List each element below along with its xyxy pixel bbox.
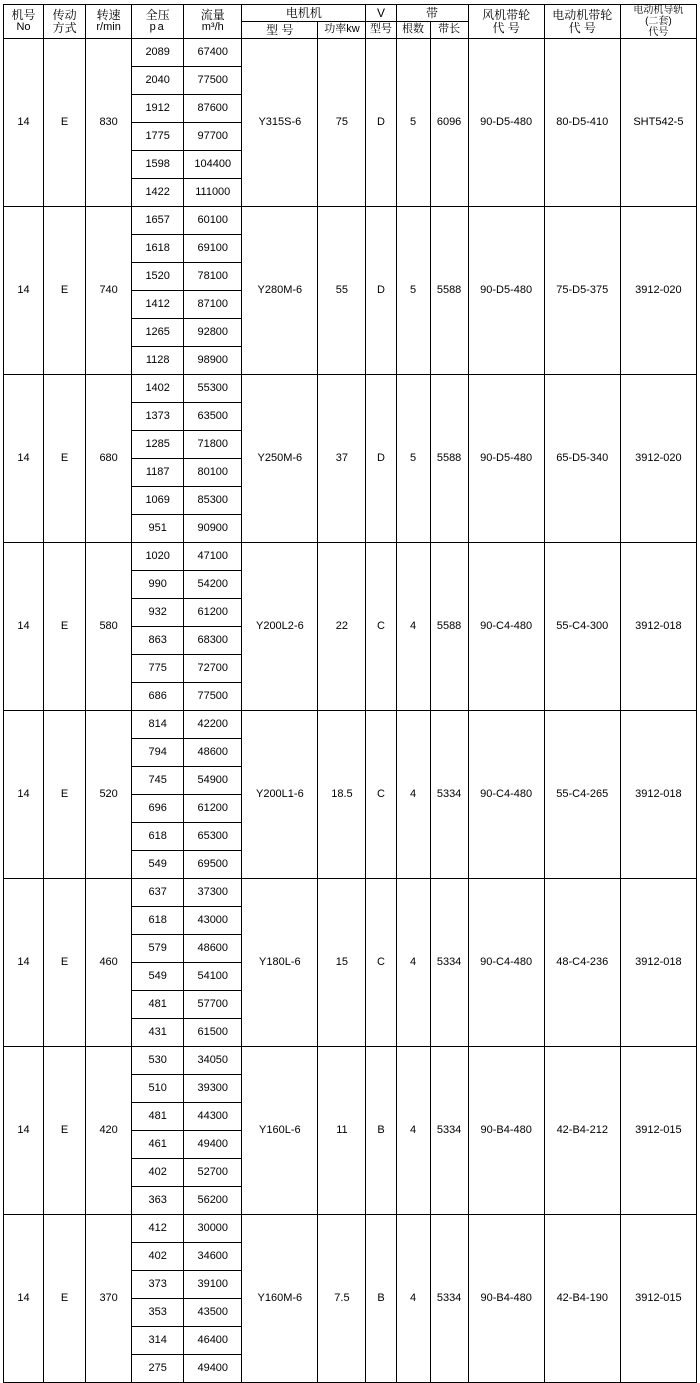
header-cell-belt-count — [396, 22, 430, 39]
cell-pressure: 637 — [132, 879, 184, 907]
cell-machine-no: 14 — [4, 543, 44, 711]
cell-pressure: 353 — [132, 1299, 184, 1327]
table-row — [4, 711, 697, 739]
cell-flow: 34600 — [184, 1243, 242, 1271]
header-pressure-line2: pa — [149, 21, 166, 34]
cell-pressure: 363 — [132, 1187, 184, 1215]
cell-belt-count: 5 — [396, 207, 430, 375]
header-cell-rpm — [86, 5, 132, 39]
header-motor-model-label: 型 号 — [266, 22, 294, 37]
cell-fan-pulley: 90-C4-480 — [468, 543, 544, 711]
cell-flow: 67400 — [184, 39, 242, 67]
cell-drive-type: E — [44, 879, 86, 1047]
cell-belt-length: 5334 — [430, 1215, 468, 1383]
cell-flow: 60100 — [184, 207, 242, 235]
cell-pressure: 402 — [132, 1159, 184, 1187]
cell-machine-no: 14 — [4, 1047, 44, 1215]
cell-flow: 34050 — [184, 1047, 242, 1075]
cell-flow: 71800 — [184, 431, 242, 459]
cell-rpm: 680 — [86, 375, 132, 543]
cell-motor-power: 22 — [318, 543, 366, 711]
cell-rail: 3912-018 — [620, 711, 696, 879]
cell-pressure: 1618 — [132, 235, 184, 263]
cell-pressure: 1020 — [132, 543, 184, 571]
cell-belt-count: 4 — [396, 711, 430, 879]
cell-flow: 69100 — [184, 235, 242, 263]
cell-pressure: 402 — [132, 1243, 184, 1271]
cell-drive-type: E — [44, 207, 86, 375]
header-cell-rail — [620, 5, 696, 39]
header-cell-motor-power — [318, 22, 366, 39]
cell-fan-pulley: 90-D5-480 — [468, 207, 544, 375]
cell-rail: SHT542-5 — [620, 39, 696, 207]
cell-motor-pulley: 75-D5-375 — [544, 207, 620, 375]
cell-drive-type: E — [44, 39, 86, 207]
cell-pressure: 1598 — [132, 151, 184, 179]
header-no-line1: 机号 — [11, 8, 36, 23]
cell-flow: 48600 — [184, 739, 242, 767]
cell-pressure: 775 — [132, 655, 184, 683]
table-row — [4, 1215, 697, 1243]
header-motor-group-label: 电机机 — [285, 5, 322, 20]
cell-pressure: 1285 — [132, 431, 184, 459]
cell-pressure: 814 — [132, 711, 184, 739]
cell-rpm: 370 — [86, 1215, 132, 1383]
cell-pressure: 1069 — [132, 487, 184, 515]
cell-pressure: 745 — [132, 767, 184, 795]
cell-motor-model: Y160L-6 — [242, 1047, 318, 1215]
cell-machine-no: 14 — [4, 375, 44, 543]
header-v-group-label: V — [376, 5, 385, 20]
table-row — [4, 39, 697, 67]
cell-motor-power: 37 — [318, 375, 366, 543]
cell-motor-model: Y180L-6 — [242, 879, 318, 1047]
cell-fan-pulley: 90-B4-480 — [468, 1047, 544, 1215]
cell-flow: 61500 — [184, 1019, 242, 1047]
cell-rail: 3912-015 — [620, 1047, 696, 1215]
cell-rail: 3912-018 — [620, 879, 696, 1047]
cell-pressure: 696 — [132, 795, 184, 823]
cell-pressure: 1520 — [132, 263, 184, 291]
cell-flow: 49400 — [184, 1355, 242, 1383]
cell-pressure: 1373 — [132, 403, 184, 431]
header-cell-flow — [184, 5, 242, 39]
cell-pressure: 579 — [132, 935, 184, 963]
cell-pressure: 990 — [132, 571, 184, 599]
header-cell-drive — [44, 5, 86, 39]
cell-pressure: 510 — [132, 1075, 184, 1103]
header-no-line2: No — [16, 21, 31, 34]
cell-flow: 65300 — [184, 823, 242, 851]
cell-v-type: C — [366, 711, 396, 879]
cell-flow: 77500 — [184, 683, 242, 711]
header-rpm-line1: 转速 — [96, 8, 121, 23]
cell-pressure: 373 — [132, 1271, 184, 1299]
cell-v-type: C — [366, 543, 396, 711]
header-cell-v-type — [366, 22, 396, 39]
cell-flow: 54100 — [184, 963, 242, 991]
cell-flow: 85300 — [184, 487, 242, 515]
cell-pressure: 951 — [132, 515, 184, 543]
cell-pressure: 530 — [132, 1047, 184, 1075]
header-motor-pulley-line2: 代 号 — [568, 20, 596, 35]
cell-motor-model: Y280M-6 — [242, 207, 318, 375]
cell-rpm: 740 — [86, 207, 132, 375]
cell-motor-power: 18.5 — [318, 711, 366, 879]
cell-drive-type: E — [44, 375, 86, 543]
cell-flow: 68300 — [184, 627, 242, 655]
cell-flow: 44300 — [184, 1103, 242, 1131]
cell-drive-type: E — [44, 543, 86, 711]
cell-flow: 90900 — [184, 515, 242, 543]
cell-pressure: 618 — [132, 823, 184, 851]
cell-drive-type: E — [44, 1215, 86, 1383]
header-cell-no — [4, 5, 44, 39]
header-row-top — [4, 5, 697, 22]
cell-flow: 63500 — [184, 403, 242, 431]
cell-pressure: 314 — [132, 1327, 184, 1355]
cell-rail: 3912-018 — [620, 543, 696, 711]
cell-pressure: 618 — [132, 907, 184, 935]
cell-belt-count: 5 — [396, 375, 430, 543]
cell-pressure: 686 — [132, 683, 184, 711]
cell-flow: 43000 — [184, 907, 242, 935]
cell-pressure: 549 — [132, 851, 184, 879]
table-row — [4, 1047, 697, 1075]
cell-pressure: 481 — [132, 1103, 184, 1131]
cell-motor-power: 75 — [318, 39, 366, 207]
cell-flow: 49400 — [184, 1131, 242, 1159]
cell-motor-pulley: 42-B4-190 — [544, 1215, 620, 1383]
cell-fan-pulley: 90-D5-480 — [468, 375, 544, 543]
cell-machine-no: 14 — [4, 39, 44, 207]
cell-pressure: 431 — [132, 1019, 184, 1047]
cell-motor-pulley: 55-C4-300 — [544, 543, 620, 711]
cell-motor-model: Y315S-6 — [242, 39, 318, 207]
cell-pressure: 1402 — [132, 375, 184, 403]
cell-flow: 87600 — [184, 95, 242, 123]
cell-fan-pulley: 90-B4-480 — [468, 1215, 544, 1383]
header-belt-group-label: 带 — [426, 5, 439, 20]
cell-pressure: 1657 — [132, 207, 184, 235]
cell-flow: 87100 — [184, 291, 242, 319]
cell-pressure: 412 — [132, 1215, 184, 1243]
cell-belt-length: 5588 — [430, 543, 468, 711]
cell-motor-model: Y250M-6 — [242, 375, 318, 543]
header-pressure-line1: 全压 — [145, 8, 170, 23]
cell-flow: 111000 — [184, 179, 242, 207]
table-row — [4, 879, 697, 907]
cell-pressure: 461 — [132, 1131, 184, 1159]
table-row — [4, 375, 697, 403]
cell-motor-model: Y200L1-6 — [242, 711, 318, 879]
cell-flow: 47100 — [184, 543, 242, 571]
header-rail-line2: (二套) — [645, 16, 672, 27]
cell-belt-length: 6096 — [430, 39, 468, 207]
cell-v-type: D — [366, 39, 396, 207]
cell-pressure: 1912 — [132, 95, 184, 123]
cell-flow: 54900 — [184, 767, 242, 795]
cell-pressure: 794 — [132, 739, 184, 767]
header-cell-motor-pulley — [544, 5, 620, 39]
table-header — [4, 5, 697, 39]
cell-rail: 3912-015 — [620, 1215, 696, 1383]
cell-flow: 104400 — [184, 151, 242, 179]
cell-rail: 3912-020 — [620, 207, 696, 375]
cell-flow: 78100 — [184, 263, 242, 291]
cell-rpm: 830 — [86, 39, 132, 207]
cell-pressure: 1422 — [132, 179, 184, 207]
cell-flow: 48600 — [184, 935, 242, 963]
cell-flow: 72700 — [184, 655, 242, 683]
cell-pressure: 481 — [132, 991, 184, 1019]
cell-flow: 39300 — [184, 1075, 242, 1103]
cell-v-type: D — [366, 375, 396, 543]
header-drive-line1: 传动 — [52, 7, 77, 22]
cell-v-type: C — [366, 879, 396, 1047]
cell-pressure: 932 — [132, 599, 184, 627]
cell-motor-pulley: 65-D5-340 — [544, 375, 620, 543]
cell-belt-count: 4 — [396, 879, 430, 1047]
cell-pressure: 1128 — [132, 347, 184, 375]
header-cell-pressure — [132, 5, 184, 39]
table-row — [4, 543, 697, 571]
cell-motor-pulley: 48-C4-236 — [544, 879, 620, 1047]
cell-flow: 42200 — [184, 711, 242, 739]
header-v-type-label: 型号 — [369, 23, 392, 36]
header-cell-motor-model — [242, 22, 318, 39]
header-rpm-line2: r/min — [96, 21, 121, 34]
header-fan-pulley-line2: 代 号 — [492, 20, 520, 35]
header-cell-motor-group — [242, 5, 366, 22]
cell-belt-length: 5334 — [430, 1047, 468, 1215]
cell-pressure: 1187 — [132, 459, 184, 487]
table-body — [4, 39, 697, 1383]
cell-flow: 56200 — [184, 1187, 242, 1215]
cell-pressure: 2040 — [132, 67, 184, 95]
cell-belt-length: 5588 — [430, 375, 468, 543]
cell-flow: 69500 — [184, 851, 242, 879]
cell-flow: 77500 — [184, 67, 242, 95]
cell-machine-no: 14 — [4, 711, 44, 879]
fan-specification-table — [3, 4, 697, 1383]
cell-motor-power: 55 — [318, 207, 366, 375]
cell-belt-length: 5588 — [430, 207, 468, 375]
cell-fan-pulley: 90-C4-480 — [468, 879, 544, 1047]
cell-flow: 57700 — [184, 991, 242, 1019]
cell-rail: 3912-020 — [620, 375, 696, 543]
cell-rpm: 580 — [86, 543, 132, 711]
cell-flow: 54200 — [184, 571, 242, 599]
cell-motor-pulley: 42-B4-212 — [544, 1047, 620, 1215]
cell-motor-model: Y160M-6 — [242, 1215, 318, 1383]
cell-belt-length: 5334 — [430, 879, 468, 1047]
cell-flow: 61200 — [184, 795, 242, 823]
cell-pressure: 1775 — [132, 123, 184, 151]
cell-pressure: 275 — [132, 1355, 184, 1383]
cell-belt-count: 5 — [396, 39, 430, 207]
cell-pressure: 2089 — [132, 39, 184, 67]
header-cell-fan-pulley — [468, 5, 544, 39]
header-belt-count-label: 根数 — [402, 23, 425, 36]
cell-flow: 30000 — [184, 1215, 242, 1243]
cell-drive-type: E — [44, 1047, 86, 1215]
cell-flow: 43500 — [184, 1299, 242, 1327]
cell-belt-length: 5334 — [430, 711, 468, 879]
cell-machine-no: 14 — [4, 1215, 44, 1383]
cell-flow: 92800 — [184, 319, 242, 347]
cell-flow: 39100 — [184, 1271, 242, 1299]
header-flow-line1: 流量 — [200, 8, 225, 23]
cell-v-type: B — [366, 1215, 396, 1383]
cell-pressure: 863 — [132, 627, 184, 655]
cell-pressure: 1265 — [132, 319, 184, 347]
header-motor-pulley-line1: 电动机带轮 — [552, 7, 613, 22]
cell-v-type: B — [366, 1047, 396, 1215]
cell-machine-no: 14 — [4, 207, 44, 375]
cell-belt-count: 4 — [396, 1047, 430, 1215]
cell-flow: 80100 — [184, 459, 242, 487]
cell-pressure: 1412 — [132, 291, 184, 319]
cell-flow: 97700 — [184, 123, 242, 151]
header-drive-line2: 方式 — [52, 20, 77, 35]
cell-rpm: 420 — [86, 1047, 132, 1215]
header-rail-line3: 代号 — [648, 27, 669, 38]
header-fan-pulley-line1: 风机带轮 — [482, 7, 531, 22]
cell-motor-power: 11 — [318, 1047, 366, 1215]
cell-flow: 55300 — [184, 375, 242, 403]
cell-motor-pulley: 55-C4-265 — [544, 711, 620, 879]
cell-belt-count: 4 — [396, 1215, 430, 1383]
cell-pressure: 549 — [132, 963, 184, 991]
header-rail-line1: 电动机导轨 — [633, 5, 684, 16]
cell-motor-model: Y200L2-6 — [242, 543, 318, 711]
cell-flow: 37300 — [184, 879, 242, 907]
cell-motor-pulley: 80-D5-410 — [544, 39, 620, 207]
header-motor-power-label: 功率kw — [324, 23, 360, 36]
cell-rpm: 460 — [86, 879, 132, 1047]
header-cell-belt-length — [430, 22, 468, 39]
header-cell-v-group — [366, 5, 396, 22]
cell-flow: 98900 — [184, 347, 242, 375]
cell-fan-pulley: 90-C4-480 — [468, 711, 544, 879]
cell-flow: 52700 — [184, 1159, 242, 1187]
cell-v-type: D — [366, 207, 396, 375]
cell-flow: 46400 — [184, 1327, 242, 1355]
cell-rpm: 520 — [86, 711, 132, 879]
table-row — [4, 207, 697, 235]
cell-flow: 61200 — [184, 599, 242, 627]
cell-motor-power: 7.5 — [318, 1215, 366, 1383]
header-flow-line2: m³/h — [201, 21, 224, 34]
cell-fan-pulley: 90-D5-480 — [468, 39, 544, 207]
cell-belt-count: 4 — [396, 543, 430, 711]
header-belt-length-label: 带长 — [438, 23, 461, 36]
cell-machine-no: 14 — [4, 879, 44, 1047]
cell-motor-power: 15 — [318, 879, 366, 1047]
header-cell-belt-group — [396, 5, 468, 22]
cell-drive-type: E — [44, 711, 86, 879]
